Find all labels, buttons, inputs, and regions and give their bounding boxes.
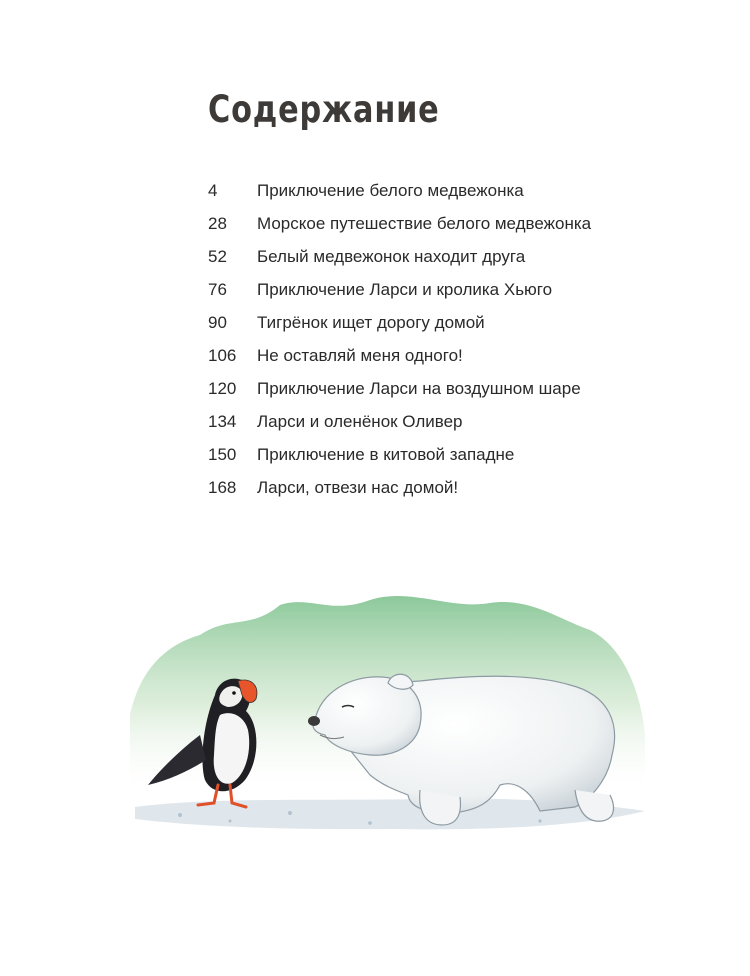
toc-entry [208, 306, 648, 339]
toc-title: Ларси, отвези нас домой! [257, 477, 459, 497]
toc-title: Тигрёнок ищет дорогу домой [257, 312, 485, 332]
toc-entry [208, 273, 648, 306]
toc-title: Приключение Ларси на воздушном шаре [257, 378, 581, 398]
toc-entry [208, 207, 648, 240]
toc-title: Приключение Ларси и кролика Хьюго [257, 279, 553, 299]
toc-page-number: 52 [208, 246, 227, 266]
table-of-contents [208, 174, 648, 504]
polar-bear-and-puffin-illustration [120, 575, 650, 865]
toc-entry [208, 471, 648, 504]
toc-title: Приключение в китовой западне [257, 444, 515, 464]
toc-title: Не оставляй меня одного! [257, 345, 463, 365]
toc-page-number: 150 [208, 444, 237, 464]
toc-entry [208, 372, 648, 405]
toc-title: Белый медвежонок находит друга [257, 246, 526, 266]
toc-entry [208, 174, 648, 207]
toc-entry [208, 405, 648, 438]
toc-page-number: 76 [208, 279, 227, 299]
toc-entry [208, 438, 648, 471]
page-title: Содержание [208, 88, 440, 131]
toc-title: Приключение белого медвежонка [257, 180, 524, 200]
toc-page-number: 168 [208, 477, 237, 497]
toc-page-number: 28 [208, 213, 227, 233]
toc-title: Ларси и оленёнок Оливер [257, 411, 463, 431]
toc-page-number: 134 [208, 411, 237, 431]
toc-page-number: 90 [208, 312, 227, 332]
toc-title: Морское путешествие белого медвежонка [257, 213, 592, 233]
toc-entry [208, 339, 648, 372]
toc-page-number: 106 [208, 345, 237, 365]
toc-entry [208, 240, 648, 273]
toc-page-number: 4 [208, 180, 218, 200]
toc-page-number: 120 [208, 378, 237, 398]
